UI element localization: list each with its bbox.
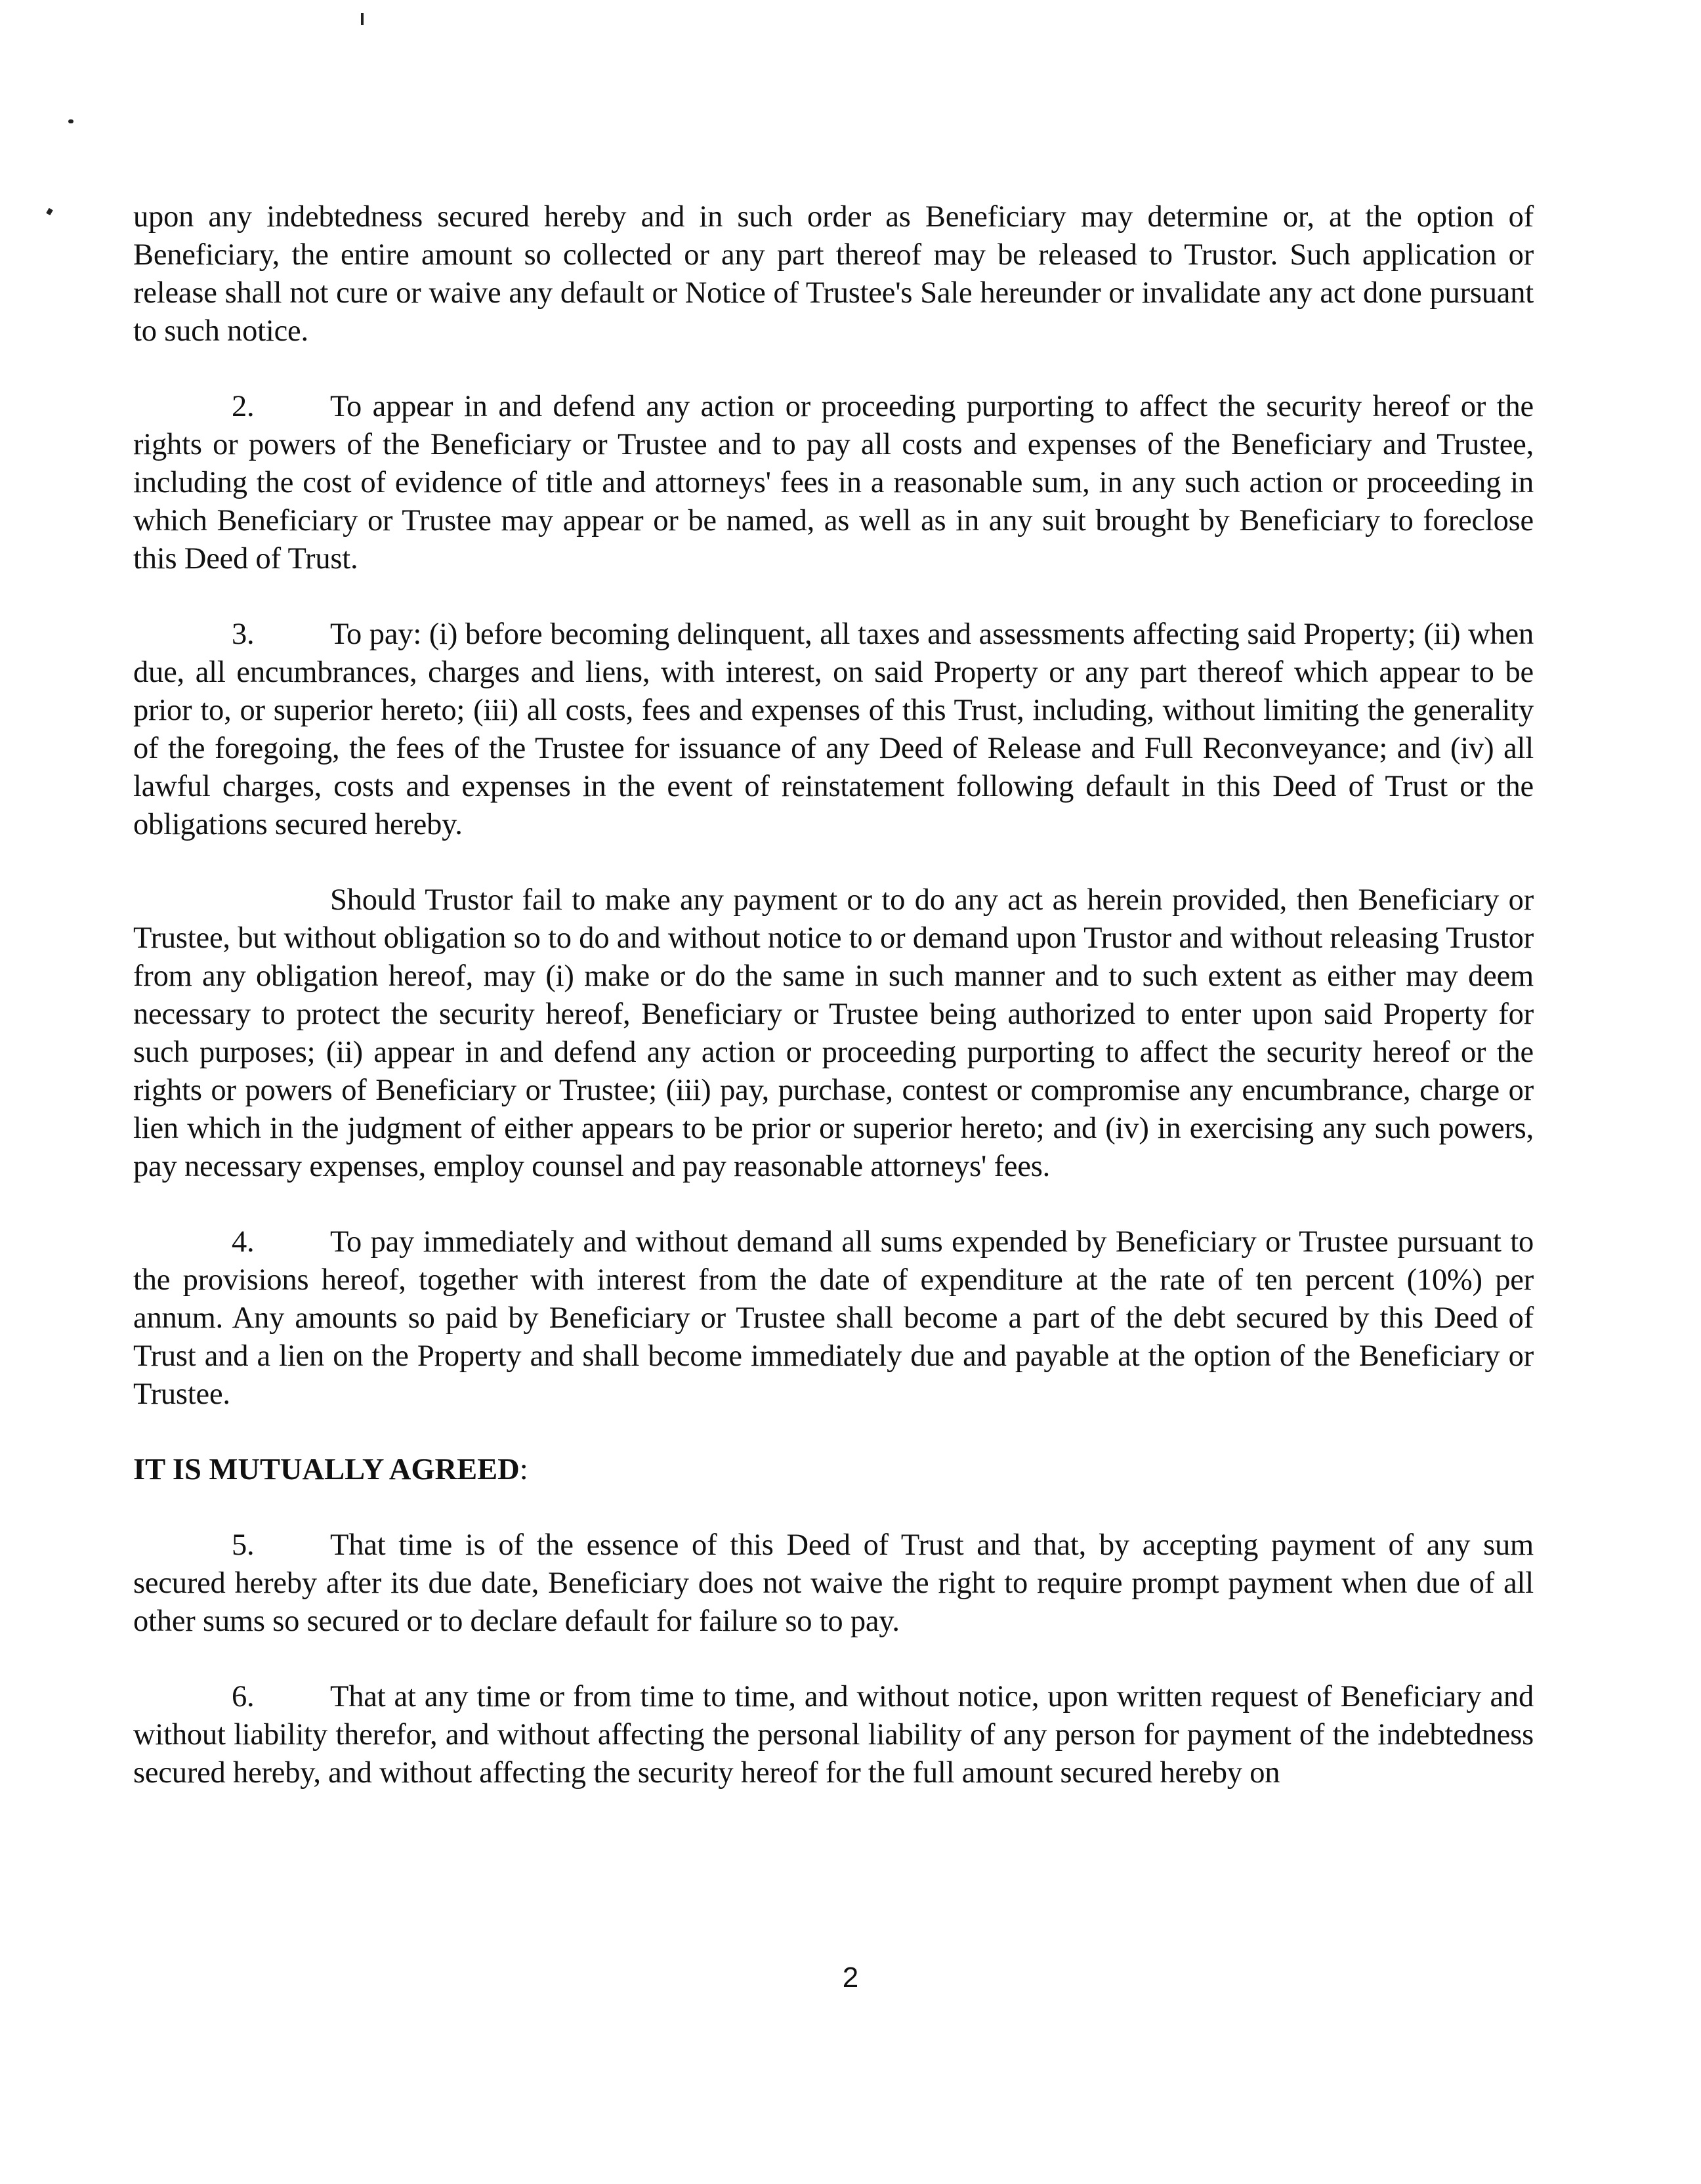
page-number: 2	[842, 1962, 859, 1994]
paragraph-number: 5.	[232, 1528, 255, 1562]
paragraph-4: 4. To pay immediately and without demand all sums expended by Beneficiary or Trustee pursuant to the provisions hereof, together with interest from the date of expenditure at the rate of ten percent (10%) per annum. Any amounts so paid by Beneficiary or Trustee shall become a part of the debt secured by this Deed of Trust and a lien on the Property and shall become immediately due and payable at the option of the Beneficiary or Trustee.	[133, 1223, 1534, 1414]
paragraph-number: 2.	[232, 390, 255, 423]
paragraph-continuation: upon any indebtedness secured hereby and in such order as Beneficiary may determine or, at the option of Beneficiary, the entire amount so collected or any part thereof may be released to Trustor. Such application or release shall not cure or waive any default or Notice of Trustee's Sale hereunder or invalidate any act done pursuant to such notice.	[133, 200, 1534, 348]
paragraph-number: 3.	[232, 618, 255, 651]
paragraph-6: 6. That at any time or from time to time, and without notice, upon written request of Beneficiary and without liability therefor, and without affecting the personal liability of any person for payment of the indebtedness secured hereby, and without affecting the security hereof for the full amount secured hereby on	[133, 1678, 1534, 1792]
section-heading: IT IS MUTUALLY AGREED:	[133, 1453, 528, 1486]
paragraph-3: 3. To pay: (i) before becoming delinquent, all taxes and assessments affecting said Property; (ii) when due, all encumbrances, charges and liens, with interest, on said Property or any part thereof which appear to be prior to, or superior hereto; (iii) all costs, fees and expenses of this Trust, including, without limiting the generality of the foregoing, the fees of the Trustee for issuance of any Deed of Release and Full Reconveyance; and (iv) all lawful charges, costs and expenses in the event of reinstatement following default in this Deed of Trust or the obligations secured hereby.	[133, 616, 1534, 844]
paragraph-number: 4.	[232, 1225, 255, 1259]
scan-speck	[68, 119, 74, 123]
paragraph-number: 6.	[232, 1680, 255, 1713]
paragraph-2: 2. To appear in and defend any action or proceeding purporting to affect the security hereof or the rights or powers of the Beneficiary or Trustee and to pay all costs and expenses of the Beneficiary and Trustee, including the cost of evidence of title and attorneys' fees in a reasonable sum, in any such action or proceeding in which Beneficiary or Trustee may appear or be named, as well as in any suit brought by Beneficiary to foreclose this Deed of Trust.	[133, 388, 1534, 578]
scan-speck	[46, 208, 53, 215]
paragraph-should-trustor-fail: Should Trustor fail to make any payment or to do any act as herein provided, then Beneficiary or Trustee, but without obligation so to do and without notice to or demand upon Trustor and without releasing Trustor from any obligation hereof, may (i) make or do the same in such manner and to such extent as either may deem necessary to protect the security hereof, Beneficiary or Trustee being authorized to enter upon said Property for such purposes; (ii) appear in and defend any action or proceeding purporting to affect the security hereof or the rights or powers of Beneficiary or Trustee; (iii) pay, purchase, contest or compromise any encumbrance, charge or lien which in the judgment of either appears to be prior or superior hereto; and (iv) in exercising any such powers, pay necessary expenses, employ counsel and pay reasonable attorneys' fees.	[133, 883, 1534, 1183]
scan-speck	[361, 13, 364, 25]
document-body	[133, 198, 1534, 1830]
paragraph-5: 5. That time is of the essence of this Deed of Trust and that, by accepting payment of any sum secured hereby after its due date, Beneficiary does not waive the right to require prompt payment when due of all other sums so secured or to declare default for failure so to pay.	[133, 1526, 1534, 1641]
